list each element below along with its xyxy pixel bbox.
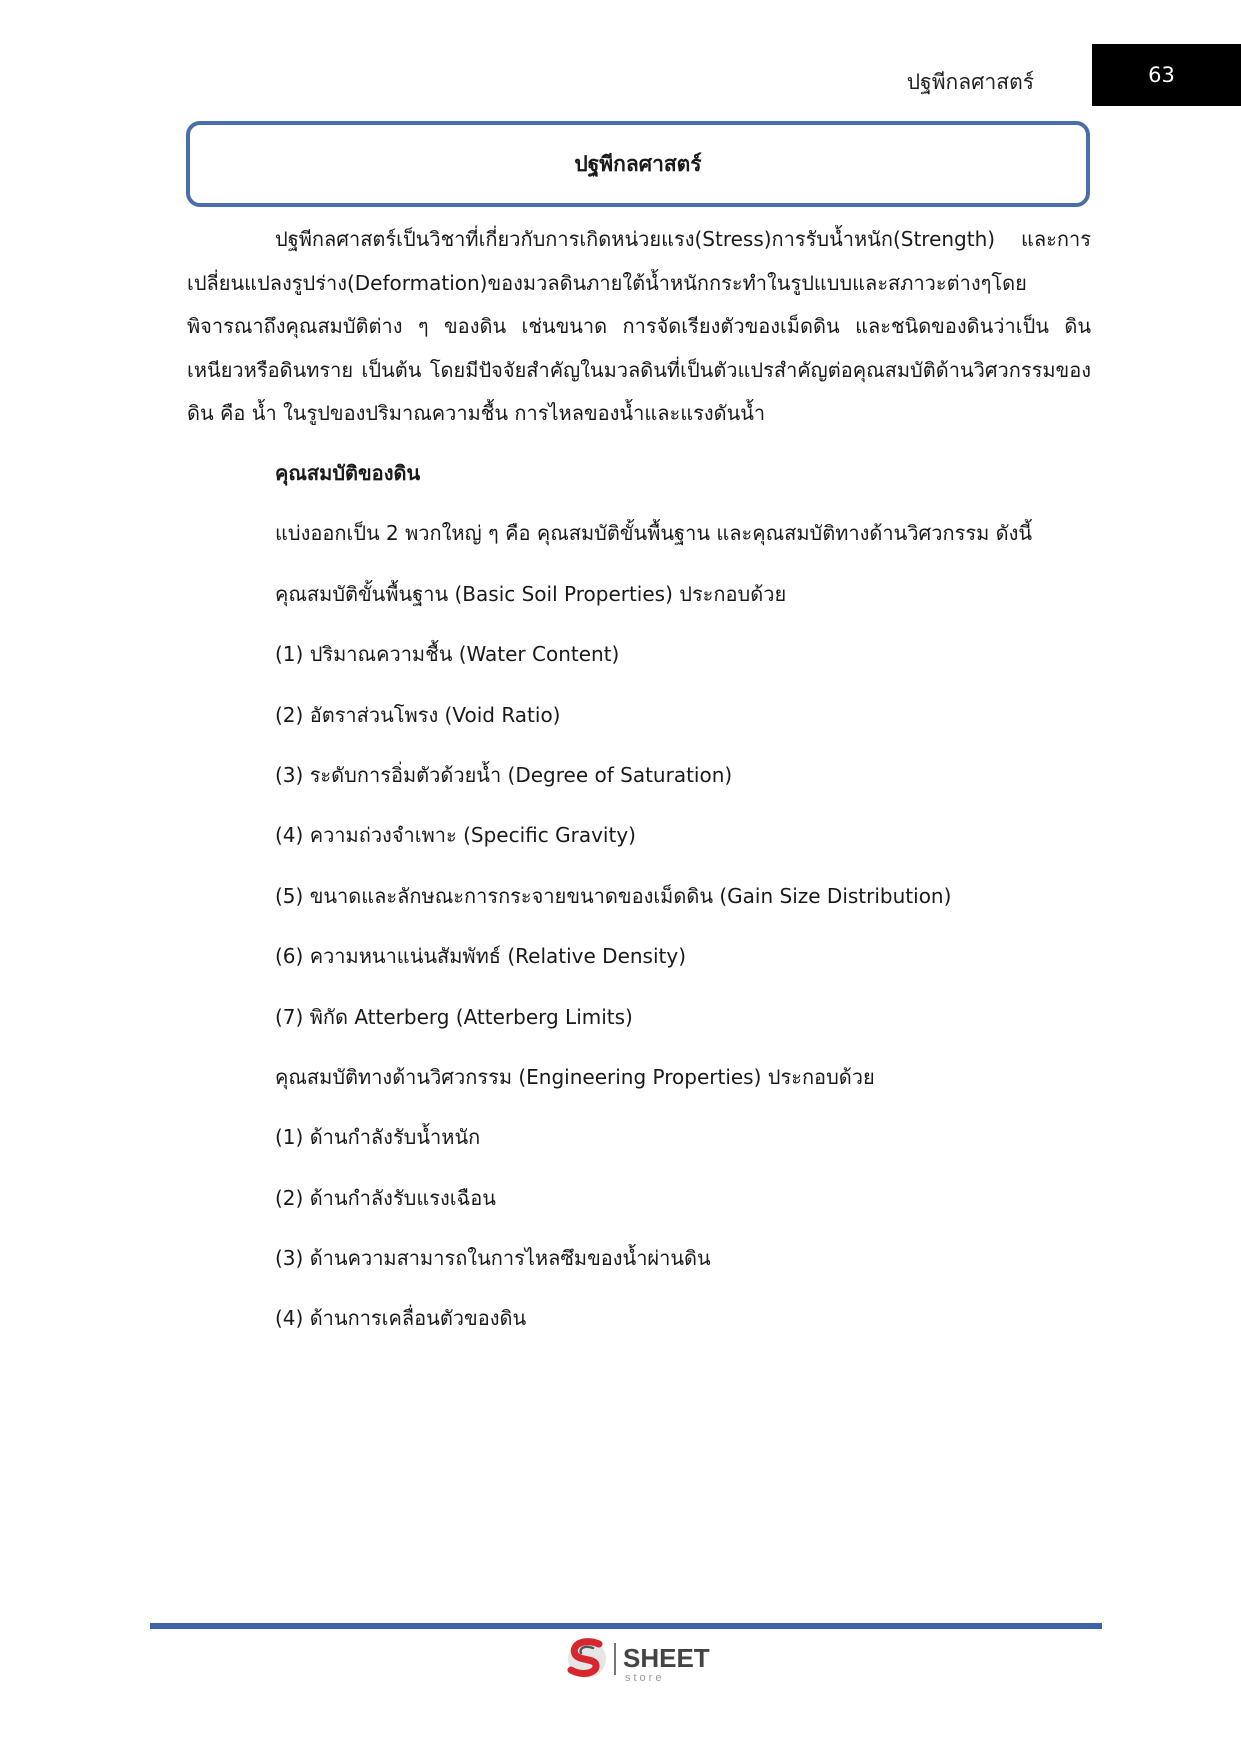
- list-item: (2) อัตราส่วนโพรง (Void Ratio): [275, 702, 561, 727]
- logo-s-icon: [568, 1640, 606, 1678]
- list-item: (1) ด้านกำลังรับน้ำหนัก: [275, 1125, 481, 1150]
- section-heading: คุณสมบัติของดิน: [275, 461, 421, 485]
- footer-rule: [150, 1623, 1102, 1629]
- section-summary: แบ่งออกเป็น 2 พวกใหญ่ ๆ คือ คุณสมบัติขั้นพื้นฐาน และคุณสมบัติทางด้านวิศวกรรม ดังนี้: [275, 521, 1033, 546]
- list-item: (7) พิกัด Atterberg (Atterberg Limits): [275, 1004, 633, 1029]
- list-item: (4) ความถ่วงจำเพาะ (Specific Gravity): [275, 823, 636, 848]
- chapter-title-box: [186, 121, 1090, 207]
- list-item: (3) ระดับการอิ่มตัวด้วยน้ำ (Degree of Saturation): [275, 762, 733, 787]
- logo-subtext: store: [625, 1672, 665, 1684]
- page-number: 63: [1148, 63, 1175, 87]
- chapter-title: ปฐพีกลศาสตร์: [574, 151, 702, 176]
- logo-text: SHEET: [623, 1643, 710, 1673]
- list-item: (3) ด้านความสามารถในการไหลซึมของน้ำผ่านดิน: [275, 1246, 711, 1271]
- list-item: (2) ด้านกำลังรับแรงเฉือน: [275, 1185, 496, 1210]
- basic-properties-heading: คุณสมบัติขั้นพื้นฐาน (Basic Soil Properties) ประกอบด้วย: [275, 581, 787, 606]
- list-item: (6) ความหนาแน่นสัมพัทธ์ (Relative Density): [275, 944, 687, 969]
- page-number-box: [1092, 44, 1241, 106]
- sheet-store-logo: [563, 1634, 723, 1684]
- engineering-properties-heading: คุณสมบัติทางด้านวิศวกรรม (Engineering Properties) ประกอบด้วย: [275, 1064, 875, 1089]
- running-header-title: ปฐพีกลศาสตร์: [906, 70, 1034, 94]
- intro-paragraph: ปฐพีกลศาสตร์เป็นวิชาที่เกี่ยวกับการเกิดหน่วยแรง(Stress)การรับน้ำหนัก(Strength) และการเปลี่ยนแปลงรูปร่าง(Deformation)ของมวลดินภายใต้น้ำหนักกระทำในรูปแบบและสภาวะต่างๆโดยพิจารณาถึงคุณสมบัติต่าง ๆ ของดิน เช่นขนาด การจัดเรียงตัวของเม็ดดิน และชนิดของดินว่าเป็น ดินเหนียวหรือดินทราย เป็นต้น โดยมีปัจจัยสำคัญในมวลดินที่เป็นตัวแปรสำคัญต่อคุณสมบัติด้านวิศวกรรมของดิน คือ น้ำ ในรูปของปริมาณความชื้น การไหลของน้ำและแรงดันน้ำ: [187, 227, 1091, 425]
- list-item: (1) ปริมาณความชื้น (Water Content): [275, 642, 620, 667]
- list-item: (5) ขนาดและลักษณะการกระจายขนาดของเม็ดดิน (Gain Size Distribution): [275, 883, 952, 908]
- soil-properties-section: [275, 452, 1095, 1358]
- list-item: (4) ด้านการเคลื่อนตัวของดิน: [275, 1306, 527, 1331]
